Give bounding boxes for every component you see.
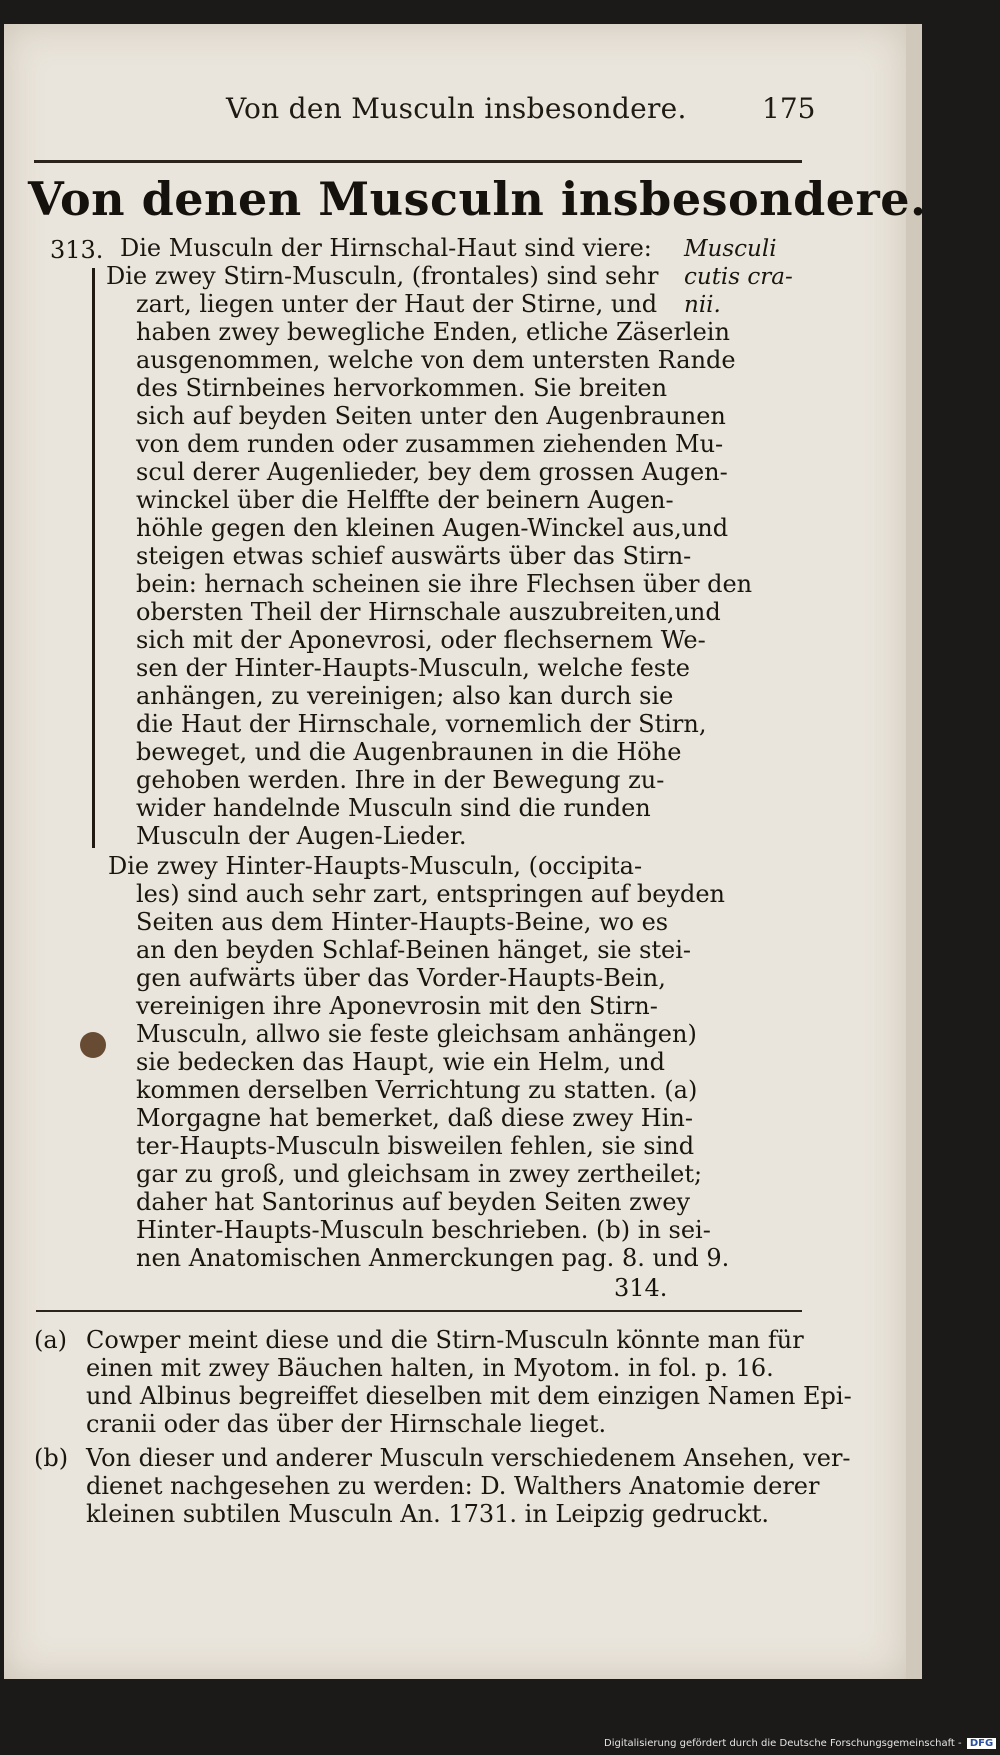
body-line: winckel über die Helffte der beinern Augen- xyxy=(136,486,674,514)
body-line: Die zwey Hinter-Haupts-Musculn, (occipita- xyxy=(108,852,643,880)
body-line: sie bedecken das Haupt, wie ein Helm, und xyxy=(136,1048,665,1076)
margin-note-line: Musculi xyxy=(684,236,777,262)
body-line: anhängen, zu vereinigen; also kan durch sie xyxy=(136,682,674,710)
body-line: ausgenommen, welche von dem untersten Rande xyxy=(136,346,736,374)
body-line: gar zu groß, und gleichsam in zwey zertheilet; xyxy=(136,1160,703,1188)
body-line: sich mit der Aponevrosi, oder flechsernem We- xyxy=(136,626,706,654)
footnote-line: cranii oder das über der Hirnschale lieget. xyxy=(86,1410,607,1438)
body-line: gen aufwärts über das Vorder-Haupts-Bein, xyxy=(136,964,666,992)
footnote-label: (b) xyxy=(34,1444,69,1472)
body-line: Seiten aus dem Hinter-Haupts-Beine, wo es xyxy=(136,908,669,936)
body-line: scul derer Augenlieder, bey dem grossen Augen- xyxy=(136,458,728,486)
paragraph-bracket xyxy=(92,268,105,848)
catchword: 314. xyxy=(614,1274,668,1302)
body-line: des Stirnbeines hervorkommen. Sie breiten xyxy=(136,374,668,402)
footnote-line: dienet nachgesehen zu werden: D. Walthers Anatomie derer xyxy=(86,1472,820,1500)
body-line: Hinter-Haupts-Musculn beschrieben. (b) in sei- xyxy=(136,1216,711,1244)
page-title: Von denen Musculn insbesondere. xyxy=(28,172,927,226)
body-line: höhle gegen den kleinen Augen-Winckel aus,und xyxy=(136,514,729,542)
page-number: 175 xyxy=(762,92,816,125)
body-line: ter-Haupts-Musculn bisweilen fehlen, sie sind xyxy=(136,1132,695,1160)
body-line: Morgagne hat bemerket, daß diese zwey Hin- xyxy=(136,1104,693,1132)
body-line: Die zwey Stirn-Musculn, (frontales) sind sehr xyxy=(106,262,659,290)
body-line: sen der Hinter-Haupts-Musculn, welche feste xyxy=(136,654,690,682)
ink-stain xyxy=(80,1032,106,1058)
footnote-label: (a) xyxy=(34,1326,68,1354)
body-line: haben zwey bewegliche Enden, etliche Zäserlein xyxy=(136,318,730,346)
body-line: obersten Theil der Hirnschale auszubreiten,und xyxy=(136,598,721,626)
body-line: beweget, und die Augenbraunen in die Höhe xyxy=(136,738,682,766)
footnote-line: einen mit zwey Bäuchen halten, in Myotom. in fol. p. 16. xyxy=(86,1354,774,1382)
margin-note-line: nii. xyxy=(684,292,721,318)
footnote-line: kleinen subtilen Musculn An. 1731. in Leipzig gedruckt. xyxy=(86,1500,770,1528)
section-number: 313. xyxy=(50,236,104,264)
body-line: sich auf beyden Seiten unter den Augenbraunen xyxy=(136,402,726,430)
body-line: gehoben werden. Ihre in der Bewegung zu- xyxy=(136,766,665,794)
body-line: Die Musculn der Hirnschal-Haut sind viere: xyxy=(120,234,652,262)
footnote-line: Cowper meint diese und die Stirn-Musculn könnte man für xyxy=(86,1326,804,1354)
running-title: Von den Musculn insbesondere. xyxy=(226,92,687,125)
body-line: daher hat Santorinus auf beyden Seiten zwey xyxy=(136,1188,691,1216)
header-rule xyxy=(34,160,802,163)
digitization-credit xyxy=(604,1738,996,1749)
body-line: zart, liegen unter der Haut der Stirne, und xyxy=(136,290,658,318)
body-line: Musculn, allwo sie feste gleichsam anhängen) xyxy=(136,1020,697,1048)
body-line: Musculn der Augen-Lieder. xyxy=(136,822,467,850)
body-line: steigen etwas schief auswärts über das Stirn- xyxy=(136,542,692,570)
body-line: kommen derselben Verrichtung zu statten. (a) xyxy=(136,1076,698,1104)
footnote-line: Von dieser und anderer Musculn verschiedenem Ansehen, ver- xyxy=(86,1444,851,1472)
body-line: bein: hernach scheinen sie ihre Flechsen über den xyxy=(136,570,753,598)
body-line: wider handelnde Musculn sind die runden xyxy=(136,794,651,822)
body-line: an den beyden Schlaf-Beinen hänget, sie stei- xyxy=(136,936,692,964)
page-edge xyxy=(906,24,922,1679)
dfg-logo: DFG xyxy=(967,1738,996,1749)
body-line: nen Anatomischen Anmerckungen pag. 8. und 9. xyxy=(136,1244,730,1272)
footnote-rule xyxy=(36,1310,802,1312)
credit-text: Digitalisierung gefördert durch die Deutsche Forschungsgemeinschaft - xyxy=(604,1738,962,1749)
footnote-line: und Albinus begreiffet dieselben mit dem einzigen Namen Epi- xyxy=(86,1382,852,1410)
body-line: les) sind auch sehr zart, entspringen auf beyden xyxy=(136,880,725,908)
body-line: vereinigen ihre Aponevrosin mit den Stirn- xyxy=(136,992,658,1020)
body-line: die Haut der Hirnschale, vornemlich der Stirn, xyxy=(136,710,707,738)
body-line: von dem runden oder zusammen ziehenden Mu- xyxy=(136,430,724,458)
margin-note-line: cutis cra- xyxy=(684,264,793,290)
